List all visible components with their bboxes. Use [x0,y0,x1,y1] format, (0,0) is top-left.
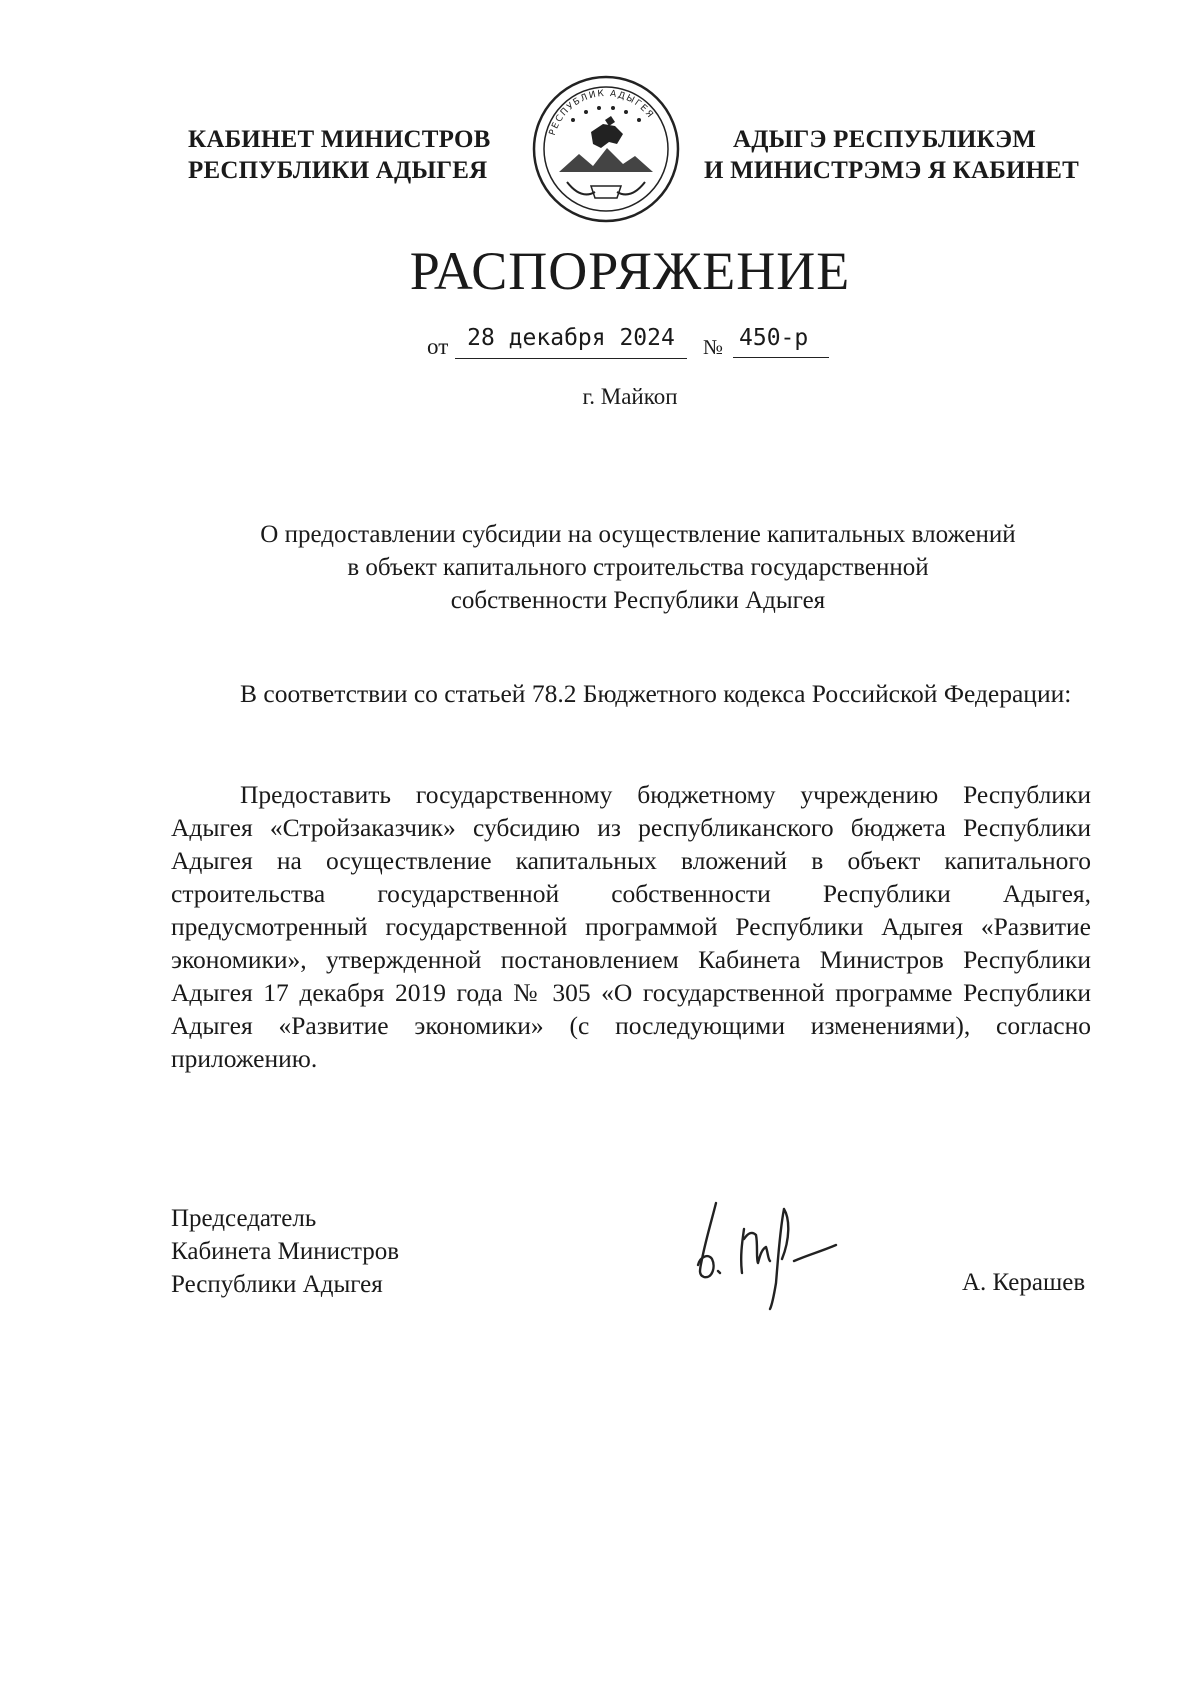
date-number-line [427,322,847,362]
header-right-line1: АДЫГЭ РЕСПУБЛИКЭМ [733,126,1037,153]
document-title: РАСПОРЯЖЕНИЕ [409,241,851,301]
signer-title [171,1202,471,1301]
number-prefix: № [703,335,724,359]
subject-line2: в объект капитального строительства государственной [347,554,929,581]
paragraph-order: Предоставить государственному бюджетному учреждению Республики Адыгея «Стройзаказчик» субсидию из республиканского бюджета Республики Адыгея на осуществление капитальных вложений в объект капитального строительства государственной собственности Республики Адыгея, предусмотренный государственной программой Республики Адыгея «Развитие экономики», утвержденной постановлением Кабинета Министров Республики Адыгея 17 декабря 2019 года № 305 «О государственной программе Республики Адыгея «Развитие экономики» (с последующими изменениями), согласно приложению. [171,780,1091,1073]
header-right-line2: И МИНИСТРЭМЭ Я КАБИНЕТ [704,157,1080,184]
document-number: 450-р [733,322,829,358]
signer-title-line1: Председатель [171,1205,317,1232]
city: г. Майкоп [582,384,678,409]
header-right [704,124,1104,186]
signer-title-line3: Республики Адыгея [171,1271,383,1298]
header-left [188,124,518,186]
subject-line1: О предоставлении субсидии на осуществление капитальных вложений [260,521,1016,548]
header-left-line2: РЕСПУБЛИКИ АДЫГЕЯ [188,157,488,184]
document-date: 28 декабря 2024 [455,322,687,359]
paragraph-basis: В соответствии со статьей 78.2 Бюджетного кодекса Российской Федерации: [240,679,1072,708]
emblem-text: РЕСПУБЛИК АДЫГЕЯ [547,88,656,137]
document-subject [188,518,1088,617]
subject-line3: собственности Республики Адыгея [450,587,826,614]
handwritten-signature [686,1199,856,1311]
signer-title-line2: Кабинета Министров [171,1238,400,1265]
coat-of-arms-emblem-icon [531,74,681,224]
signer-name: А. Керашев [962,1269,1086,1296]
date-prefix: от [427,334,449,359]
header-left-line1: КАБИНЕТ МИНИСТРОВ [188,126,491,153]
